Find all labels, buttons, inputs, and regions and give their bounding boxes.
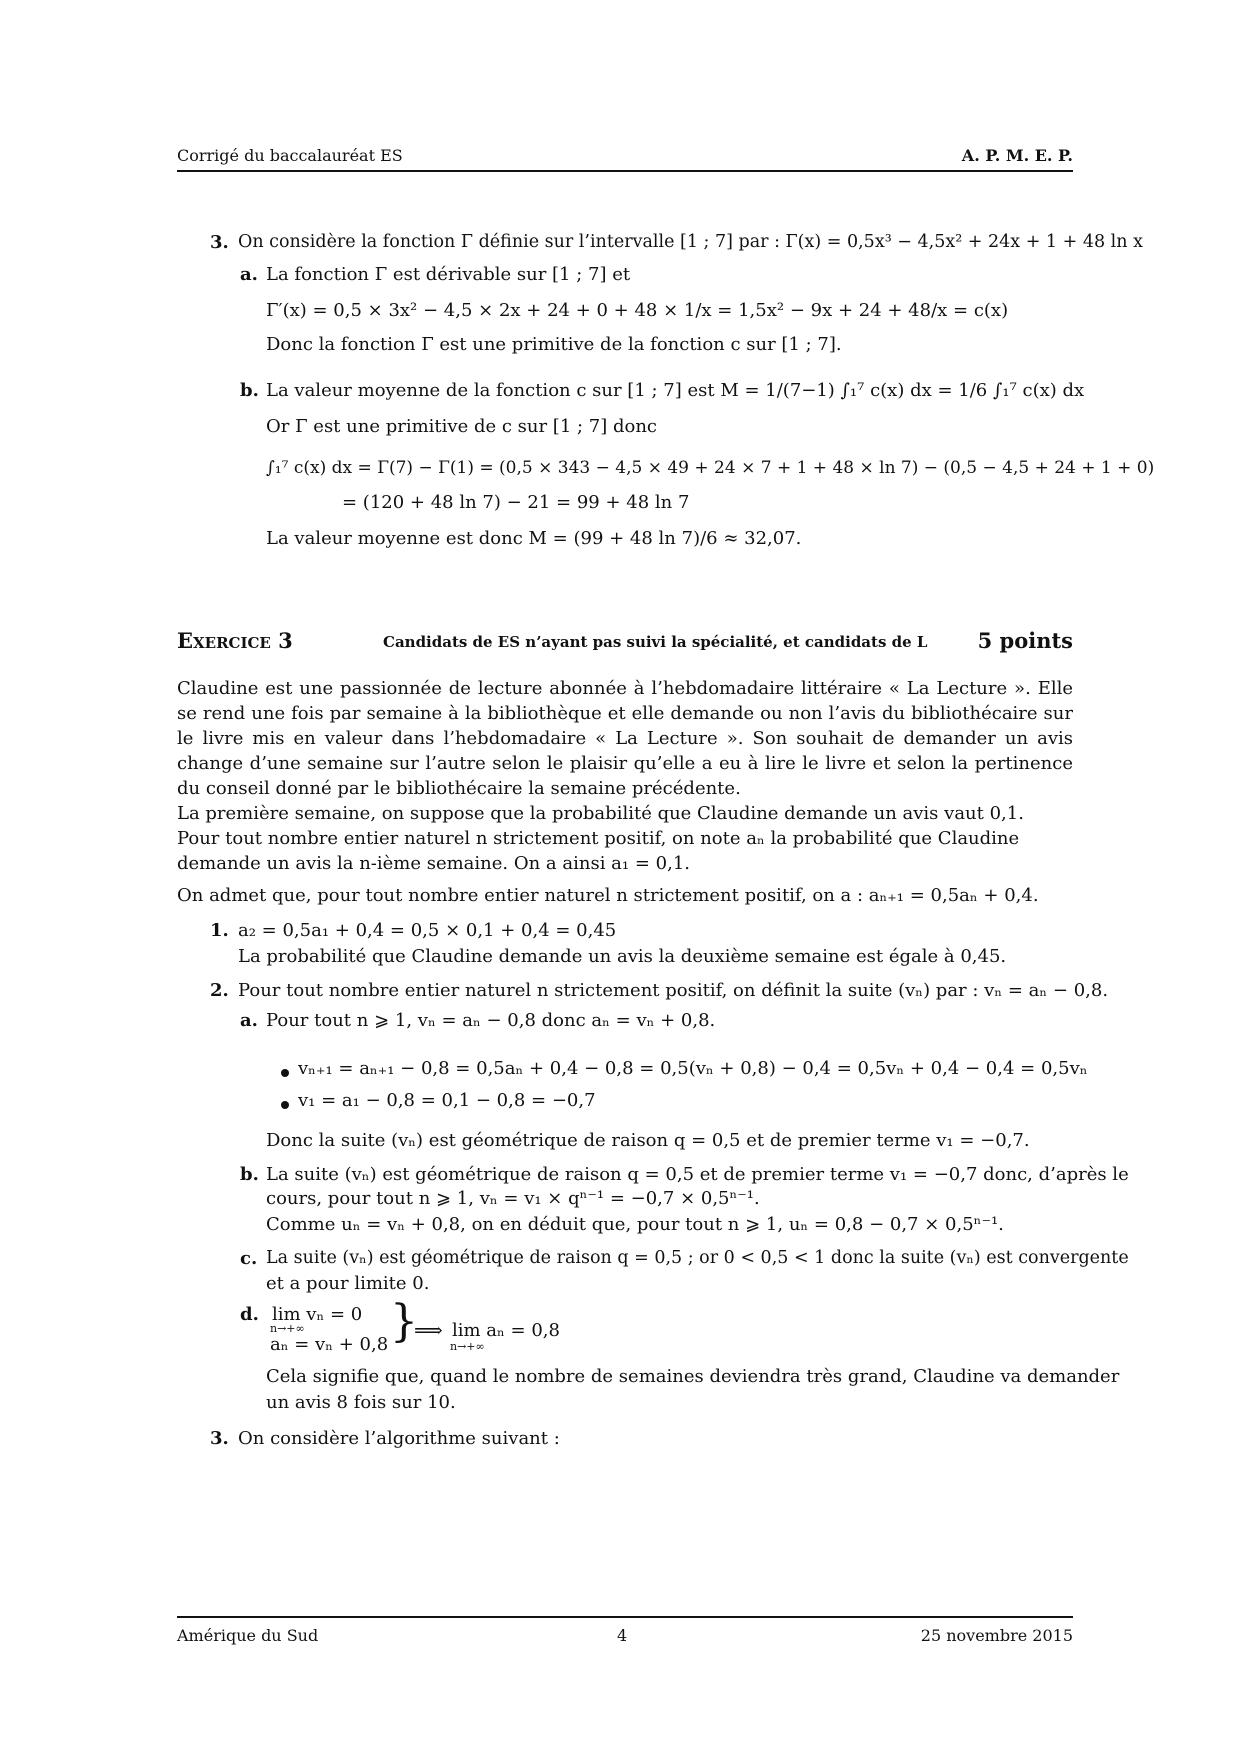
q3b-integral-result: = (120 + 48 ln 7) − 21 = 99 + 48 ln 7 — [342, 492, 690, 513]
item1-line1: a₂ = 0,5a₁ + 0,4 = 0,5 × 0,1 + 0,4 = 0,45 — [238, 920, 617, 941]
q3b-mean-value: La valeur moyenne est donc M = (99 + 48 ln 7)/6 ≈ 32,07. — [266, 528, 802, 549]
item2c-line1: La suite (vₙ) est géométrique de raison q = 0,5 ; or 0 < 0,5 < 1 donc la suite (vₙ) est convergente — [266, 1248, 1129, 1268]
footer-rule — [177, 1616, 1073, 1618]
q3-number: 3. — [210, 232, 229, 253]
item2d-implies: ⟹ — [414, 1318, 443, 1342]
item2d-limit1-sub: n→+∞ — [270, 1322, 305, 1335]
item2b-line1: La suite (vₙ) est géométrique de raison q = 0,5 et de premier terme v₁ = −0,7 donc, d’après le — [266, 1164, 1129, 1185]
item2a-line1: Pour tout n ⩾ 1, vₙ = aₙ − 0,8 donc aₙ = vₙ + 0,8. — [266, 1010, 716, 1031]
exercise-subtitle: Candidats de ES n’ayant pas suivi la spécialité, et candidats de L — [383, 633, 928, 651]
exercise-p2: La première semaine, on suppose que la probabilité que Claudine demande un avis vaut 0,1. — [177, 803, 1024, 824]
exercise-title: Exercice 3 — [177, 628, 293, 653]
item2b-label: b. — [240, 1164, 259, 1185]
item2d-line1: Cela signifie que, quand le nombre de semaines deviendra très grand, Claudine va demander — [266, 1366, 1120, 1387]
exercise-p3: Pour tout nombre entier naturel n strictement positif, on note aₙ la probabilité que Claudine demande un avis la n-ième semaine. On a ainsi a₁ = 0,1. — [177, 828, 1020, 874]
item2d-line2: un avis 8 fois sur 10. — [266, 1392, 456, 1413]
item2b-line2: cours, pour tout n ⩾ 1, vₙ = v₁ × qⁿ⁻¹ = −0,7 × 0,5ⁿ⁻¹. — [266, 1188, 760, 1209]
item2c-line2: et a pour limite 0. — [266, 1273, 430, 1294]
bullet-marker — [281, 1069, 289, 1077]
q3b-mean-formula: La valeur moyenne de la fonction c sur [1 ; 7] est M = 1/(7−1) ∫₁⁷ c(x) dx = 1/6 ∫₁⁷ c(x) dx — [266, 380, 1085, 401]
item2-intro: Pour tout nombre entier naturel n strictement positif, on définit la suite (vₙ) par : vₙ = aₙ − 0,8. — [238, 980, 1109, 1001]
header-rule — [177, 170, 1073, 172]
item2c-label: c. — [240, 1248, 258, 1269]
q3a-derivative: Γ′(x) = 0,5 × 3x² − 4,5 × 2x + 24 + 0 + 48 × 1/x = 1,5x² − 9x + 24 + 48/x = c(x) — [266, 300, 1009, 321]
q3a-label: a. — [240, 264, 258, 285]
exercise-p4: On admet que, pour tout nombre entier naturel n strictement positif, on a : aₙ₊₁ = 0,5aₙ + 0,4. — [177, 885, 1039, 906]
bullet-marker — [281, 1101, 289, 1109]
item2a-label: a. — [240, 1010, 258, 1031]
item2a-conclusion: Donc la suite (vₙ) est géométrique de raison q = 0,5 et de premier terme v₁ = −0,7. — [266, 1130, 1030, 1151]
item2d-limit2: lim aₙ = 0,8 — [452, 1320, 560, 1341]
item2d-label: d. — [240, 1304, 259, 1325]
item1-line2: La probabilité que Claudine demande un avis la deuxième semaine est égale à 0,45. — [238, 946, 1007, 967]
right-brace: } — [390, 1296, 418, 1347]
item1-number: 1. — [210, 920, 229, 941]
q3a-line1: La fonction Γ est dérivable sur [1 ; 7] et — [266, 264, 631, 285]
q3b-label: b. — [240, 380, 259, 401]
header-publisher: A. P. M. E. P. — [961, 146, 1073, 165]
item2d-eq2: aₙ = vₙ + 0,8 — [270, 1334, 389, 1355]
q3a-conclusion: Donc la fonction Γ est une primitive de la fonction c sur [1 ; 7]. — [266, 334, 842, 355]
footer-location: Amérique du Sud — [177, 1626, 319, 1645]
item2d-limit2-sub: n→+∞ — [450, 1340, 485, 1353]
item2-number: 2. — [210, 980, 229, 1001]
item3-number: 3. — [210, 1428, 229, 1449]
item2a-bullet2: v₁ = a₁ − 0,8 = 0,1 − 0,8 = −0,7 — [298, 1090, 596, 1111]
exercise-intro: Claudine est une passionnée de lecture abonnée à l’hebdomadaire littéraire « La Lecture ». Elle se rend une fois par semaine à la bibliothèque et elle demande ou non l’avis du bibliothécaire sur le livre mis en valeur dans l’hebdomadaire « La Lecture ». Son souhait de demander un avis change d’une semaine sur l’autre selon le plaisir qu’elle a eu à lire le livre et selon la pertinence du conseil donné par le bibliothécaire la semaine précédente. — [177, 678, 1073, 799]
item2a-bullet1: vₙ₊₁ = aₙ₊₁ − 0,8 = 0,5aₙ + 0,4 − 0,8 = 0,5(vₙ + 0,8) − 0,4 = 0,5vₙ + 0,4 − 0,4 = 0,5vₙ — [298, 1058, 1088, 1079]
item2d-limit1: lim vₙ = 0 — [272, 1304, 363, 1325]
item3-line: On considère l’algorithme suivant : — [238, 1428, 560, 1449]
q3b-line2: Or Γ est une primitive de c sur [1 ; 7] donc — [266, 416, 658, 437]
q3b-integral: ∫₁⁷ c(x) dx = Γ(7) − Γ(1) = (0,5 × 343 − 4,5 × 49 + 24 × 7 + 1 + 48 × ln 7) − (0,5 − 4,5 + 24 + 1 + 0) — [266, 458, 1155, 478]
footer-date: 25 novembre 2015 — [920, 1626, 1073, 1645]
header-title: Corrigé du baccalauréat ES — [177, 146, 403, 165]
exercise-points: 5 points — [977, 628, 1073, 653]
footer-page-number: 4 — [617, 1626, 628, 1645]
q3-intro: On considère la fonction Γ définie sur l’intervalle [1 ; 7] par : Γ(x) = 0,5x³ − 4,5x² + 24x + 1 + 48 ln x — [238, 232, 1143, 252]
item2b-line3: Comme uₙ = vₙ + 0,8, on en déduit que, pour tout n ⩾ 1, uₙ = 0,8 − 0,7 × 0,5ⁿ⁻¹. — [266, 1214, 1004, 1235]
